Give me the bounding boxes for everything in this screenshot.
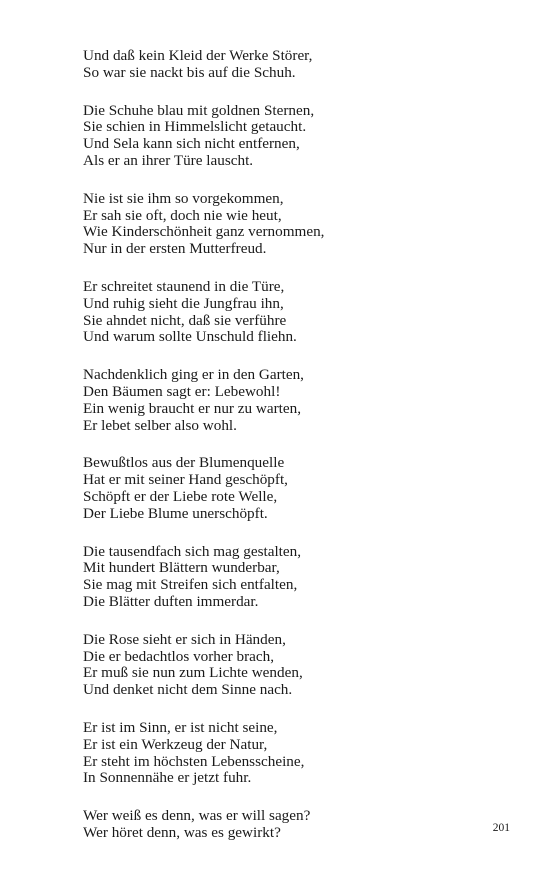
poem-line: Wer höret denn, was es gewirkt? [83,823,281,841]
poem-line: Er muß sie nun zum Lichte wenden, [83,664,303,682]
poem-line: Bewußtlos aus der Blumenquelle [83,454,285,472]
stanza [83,48,503,82]
poem-body [83,48,503,863]
poem-line: Hat er mit seiner Hand geschöpft, [83,471,288,489]
poem-line: Und daß kein Kleid der Werke Störer, [83,47,313,64]
poem-line: In Sonnennähe er jetzt fuhr. [83,769,252,787]
poem-line: Er ist ein Werkzeug der Natur, [83,735,268,753]
poem-line: Der Liebe Blume unerschöpft. [83,504,268,522]
stanza [83,367,503,434]
poem-line: Er ist im Sinn, er ist nicht seine, [83,718,278,736]
poem-line: Mit hundert Blättern wunderbar, [83,559,280,577]
poem-line: Die Blätter duften immerdar. [83,592,259,610]
stanza [83,632,503,699]
page-number: 201 [492,822,510,834]
stanza [83,720,503,787]
poem-line: Sie mag mit Streifen sich entfalten, [83,576,298,594]
poem-line: Sie schien in Himmelslicht getaucht. [83,118,307,136]
poem-line: Sie ahndet nicht, daß sie verführe [83,311,287,329]
poem-line: Nur in der ersten Mutterfreud. [83,240,267,258]
poem-line: Als er an ihrer Türe lauscht. [83,151,254,169]
poem-line: Er steht im höchsten Lebensscheine, [83,752,305,770]
poem-line: Und Sela kann sich nicht entfernen, [83,135,300,153]
poem-line: So war sie nackt bis auf die Schuh. [83,63,296,81]
stanza [83,808,503,842]
poem-line: Die er bedachtlos vorher brach, [83,647,275,665]
poem-line: Wer weiß es denn, was er will sagen? [83,807,311,825]
poem-line: Er sah sie oft, doch nie wie heut, [83,206,282,224]
poem-line: Die Schuhe blau mit goldnen Sternen, [83,101,315,119]
poem-line: Wie Kinderschönheit ganz vernommen, [83,223,325,241]
poem-line: Den Bäumen sagt er: Lebewohl! [83,382,281,400]
poem-line: Und warum sollte Unschuld fliehn. [83,328,297,346]
poem-line: Ein wenig braucht er nur zu warten, [83,399,302,417]
poem-line: Und ruhig sieht die Jungfrau ihn, [83,294,284,312]
poem-line: Die tausendfach sich mag gestalten, [83,542,302,560]
stanza [83,103,503,170]
poem-line: Schöpft er der Liebe rote Welle, [83,487,278,505]
stanza [83,455,503,522]
poem-line: Er schreitet staunend in die Türe, [83,277,285,295]
poem-line: Und denket nicht dem Sinne nach. [83,681,293,699]
stanza [83,279,503,346]
stanza [83,544,503,611]
poem-line: Nachdenklich ging er in den Garten, [83,366,304,384]
poem-line: Er lebet selber also wohl. [83,416,237,434]
poem-line: Die Rose sieht er sich in Händen, [83,630,286,648]
stanza [83,191,503,258]
poem-line: Nie ist sie ihm so vorgekommen, [83,189,284,207]
